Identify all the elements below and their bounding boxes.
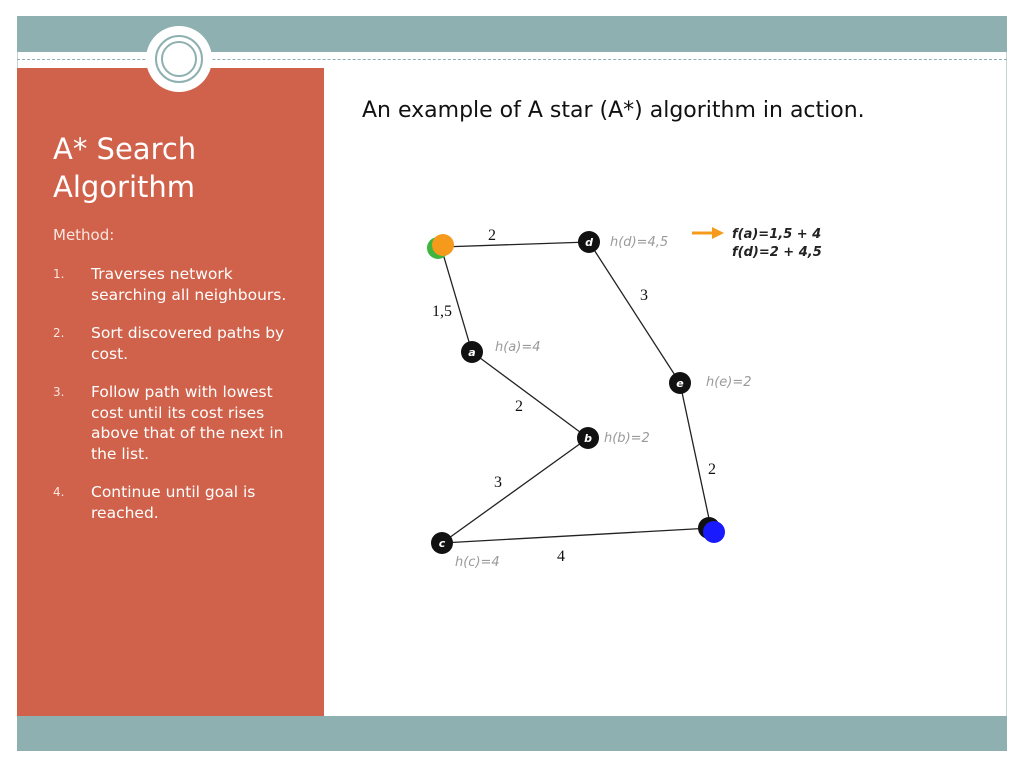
edge-cost-start-d: 2 bbox=[488, 227, 496, 244]
graph-node-goal bbox=[698, 517, 725, 543]
f-value-a: f(a)=1,5 + 4 bbox=[732, 227, 822, 242]
step-text: Follow path with lowest cost until its cost rises above that of the next in the list. bbox=[91, 383, 284, 463]
heuristic-label-c: h(c)=4 bbox=[455, 555, 500, 570]
arrow-right-icon bbox=[692, 227, 724, 239]
edge-cost-a-b: 2 bbox=[515, 398, 523, 415]
node-label-d: d bbox=[585, 236, 593, 249]
step-text: Continue until goal is reached. bbox=[91, 483, 256, 522]
edge-start-a bbox=[441, 247, 472, 352]
edge-e-goal bbox=[680, 383, 711, 528]
heuristic-label-d: h(d)=4,5 bbox=[610, 235, 669, 250]
step-number: 1. bbox=[53, 267, 65, 281]
step-text: Traverses network searching all neighbours. bbox=[91, 265, 287, 304]
diagram-caption: An example of A star (A*) algorithm in action. bbox=[362, 98, 865, 123]
node-label-c: c bbox=[438, 537, 446, 550]
edge-c-goal bbox=[442, 528, 711, 543]
edge-cost-c-goal: 4 bbox=[557, 548, 565, 565]
heuristic-label-e: h(e)=2 bbox=[706, 375, 752, 390]
step-number: 4. bbox=[53, 485, 65, 499]
method-label: Method: bbox=[53, 226, 115, 244]
edge-b-c bbox=[442, 438, 588, 543]
heuristic-label-b: h(b)=2 bbox=[604, 431, 650, 446]
edge-d-e bbox=[589, 242, 680, 383]
step-text: Sort discovered paths by cost. bbox=[91, 324, 285, 363]
edge-cost-start-a: 1,5 bbox=[432, 303, 452, 320]
node-label-e: e bbox=[676, 377, 684, 390]
heuristic-label-a: h(a)=4 bbox=[495, 340, 541, 355]
slide-title: A* Search Algorithm bbox=[53, 132, 197, 204]
edge-a-b bbox=[472, 352, 588, 438]
edge-cost-e-goal: 2 bbox=[708, 461, 716, 478]
node-label-a: a bbox=[468, 346, 476, 359]
edge-cost-d-e: 3 bbox=[640, 287, 648, 304]
edge-start-d bbox=[441, 242, 589, 247]
edge-cost-b-c: 3 bbox=[494, 474, 502, 491]
step-number: 3. bbox=[53, 385, 65, 399]
f-value-d: f(d)=2 + 4,5 bbox=[732, 245, 822, 260]
step-number: 2. bbox=[53, 326, 65, 340]
graph-node-start bbox=[427, 234, 454, 259]
node-label-b: b bbox=[584, 432, 592, 445]
